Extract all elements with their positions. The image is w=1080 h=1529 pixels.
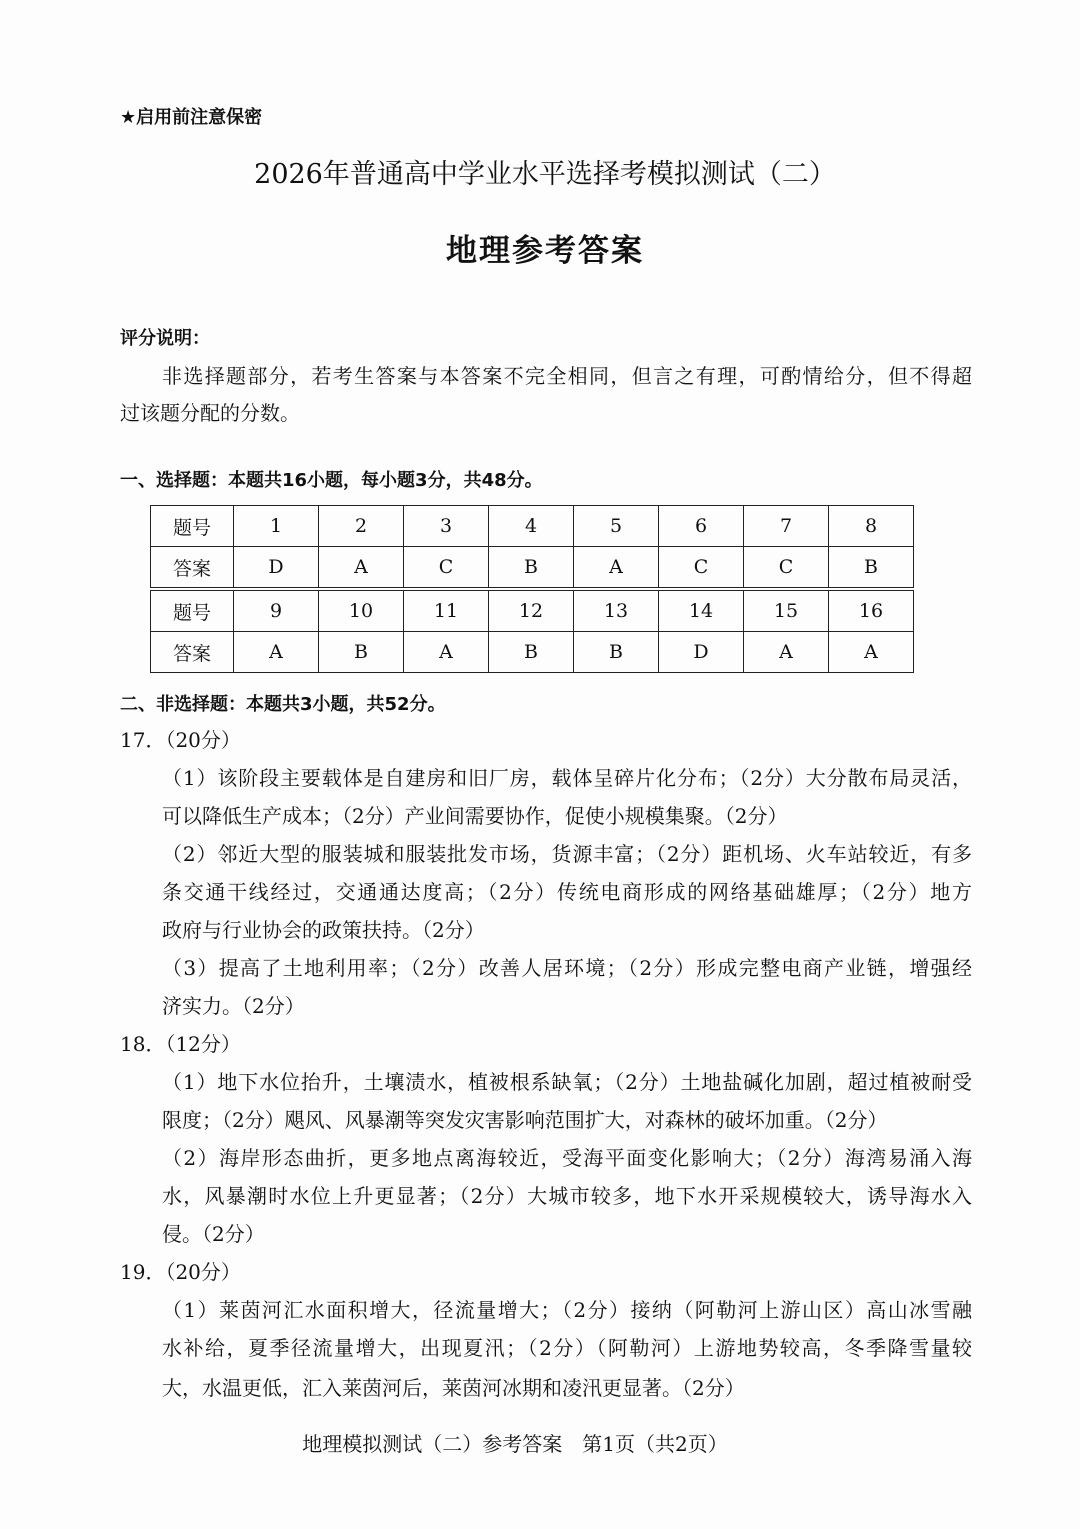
- answer-line: （1）该阶段主要载体是自建房和旧厂房，载体呈碎片化分布；（2分）大分散布局灵活，: [162, 766, 972, 790]
- table-cell: B: [489, 632, 574, 673]
- table-cell: 3: [404, 506, 489, 547]
- answer-line: （2）海岸形态曲折，更多地点离海较近，受海平面变化影响大；（2分）海湾易涌入海: [162, 1146, 972, 1170]
- table-cell: C: [404, 547, 489, 590]
- table-cell: D: [234, 547, 319, 590]
- table-cell: 答案: [151, 632, 234, 673]
- table-cell: 12: [489, 589, 574, 632]
- answer-line: 限度；（2分）飓风、风暴潮等突发灾害影响范围扩大，对森林的破坏加重。（2分）: [162, 1108, 888, 1132]
- answer-line: 水，风暴潮时水位上升更显著；（2分）大城市较多，地下水开采规模较大，诱导海水入: [162, 1184, 972, 1208]
- answer-line: 侵。（2分）: [162, 1222, 265, 1246]
- answer-line: （1）莱茵河汇水面积增大，径流量增大；（2分）接纳（阿勒河上游山区）高山冰雪融: [162, 1298, 972, 1322]
- table-cell: 7: [744, 506, 829, 547]
- table-cell: 10: [319, 589, 404, 632]
- table-row: [151, 547, 914, 590]
- table-cell: B: [319, 632, 404, 673]
- table-cell: C: [744, 547, 829, 590]
- table-row: [151, 632, 914, 673]
- table-cell: 6: [659, 506, 744, 547]
- table-cell: 题号: [151, 589, 234, 632]
- exam-title: 2026年普通高中学业水平选择考模拟测试（二）: [254, 159, 836, 190]
- table-cell: 2: [319, 506, 404, 547]
- table-cell: 8: [829, 506, 914, 547]
- table-cell: D: [659, 632, 744, 673]
- section-heading-open: 二、非选择题：本题共3小题，共52分。: [120, 694, 446, 715]
- table-cell: 答案: [151, 547, 234, 590]
- table-cell: 9: [234, 589, 319, 632]
- table-cell: A: [404, 632, 489, 673]
- question-17-heading: 17．（20分）: [120, 728, 241, 752]
- table-cell: 1: [234, 506, 319, 547]
- table-cell: B: [829, 547, 914, 590]
- scoring-line: 过该题分配的分数。: [120, 401, 300, 425]
- answer-line: （1）地下水位抬升，土壤渍水，植被根系缺氧；（2分）土地盐碱化加剧，超过植被耐受: [162, 1070, 972, 1094]
- scoring-heading: 评分说明：: [120, 328, 210, 349]
- table-cell: A: [829, 632, 914, 673]
- table-cell: A: [574, 547, 659, 590]
- page-footer: 地理模拟测试（二）参考答案 第1页（共2页）: [302, 1432, 728, 1456]
- table-cell: 16: [829, 589, 914, 632]
- confidential-label: ★启用前注意保密: [120, 107, 263, 128]
- answer-line: 济实力。（2分）: [162, 994, 305, 1018]
- answer-line: 政府与行业协会的政策扶持。（2分）: [162, 918, 485, 942]
- answer-line: 水补给，夏季径流量增大，出现夏汛；（2分）（阿勒河）上游地势较高，冬季降雪量较: [162, 1336, 972, 1360]
- table-row: [151, 506, 914, 547]
- answer-line: （2）邻近大型的服装城和服装批发市场，货源丰富；（2分）距机场、火车站较近，有多: [162, 842, 972, 866]
- answer-line: 条交通干线经过，交通通达度高；（2分）传统电商形成的网络基础雄厚；（2分）地方: [162, 880, 972, 904]
- table-cell: A: [319, 547, 404, 590]
- section-heading-choice: 一、选择题：本题共16小题，每小题3分，共48分。: [120, 470, 543, 491]
- scoring-line: 非选择题部分，若考生答案与本答案不完全相同，但言之有理，可酌情给分，但不得超: [162, 364, 972, 388]
- answer-line: （3）提高了土地利用率；（2分）改善人居环境；（2分）形成完整电商产业链，增强经: [162, 956, 972, 980]
- table-cell: 4: [489, 506, 574, 547]
- table-cell: 14: [659, 589, 744, 632]
- answer-line: 大，水温更低，汇入莱茵河后，莱茵河冰期和凌汛更显著。（2分）: [162, 1376, 745, 1400]
- question-19-heading: 19．（20分）: [120, 1260, 241, 1284]
- table-cell: 15: [744, 589, 829, 632]
- table-cell: 题号: [151, 506, 234, 547]
- table-cell: A: [744, 632, 829, 673]
- table-cell: B: [489, 547, 574, 590]
- answer-line: 可以降低生产成本；（2分）产业间需要协作，促使小规模集聚。（2分）: [162, 804, 788, 828]
- question-18-heading: 18．（12分）: [120, 1032, 241, 1056]
- table-row: [151, 589, 914, 632]
- table-cell: B: [574, 632, 659, 673]
- table-cell: 11: [404, 589, 489, 632]
- table-cell: 13: [574, 589, 659, 632]
- table-cell: C: [659, 547, 744, 590]
- table-cell: A: [234, 632, 319, 673]
- page-title: 地理参考答案: [446, 233, 644, 269]
- table-cell: 5: [574, 506, 659, 547]
- answer-table: [150, 505, 914, 673]
